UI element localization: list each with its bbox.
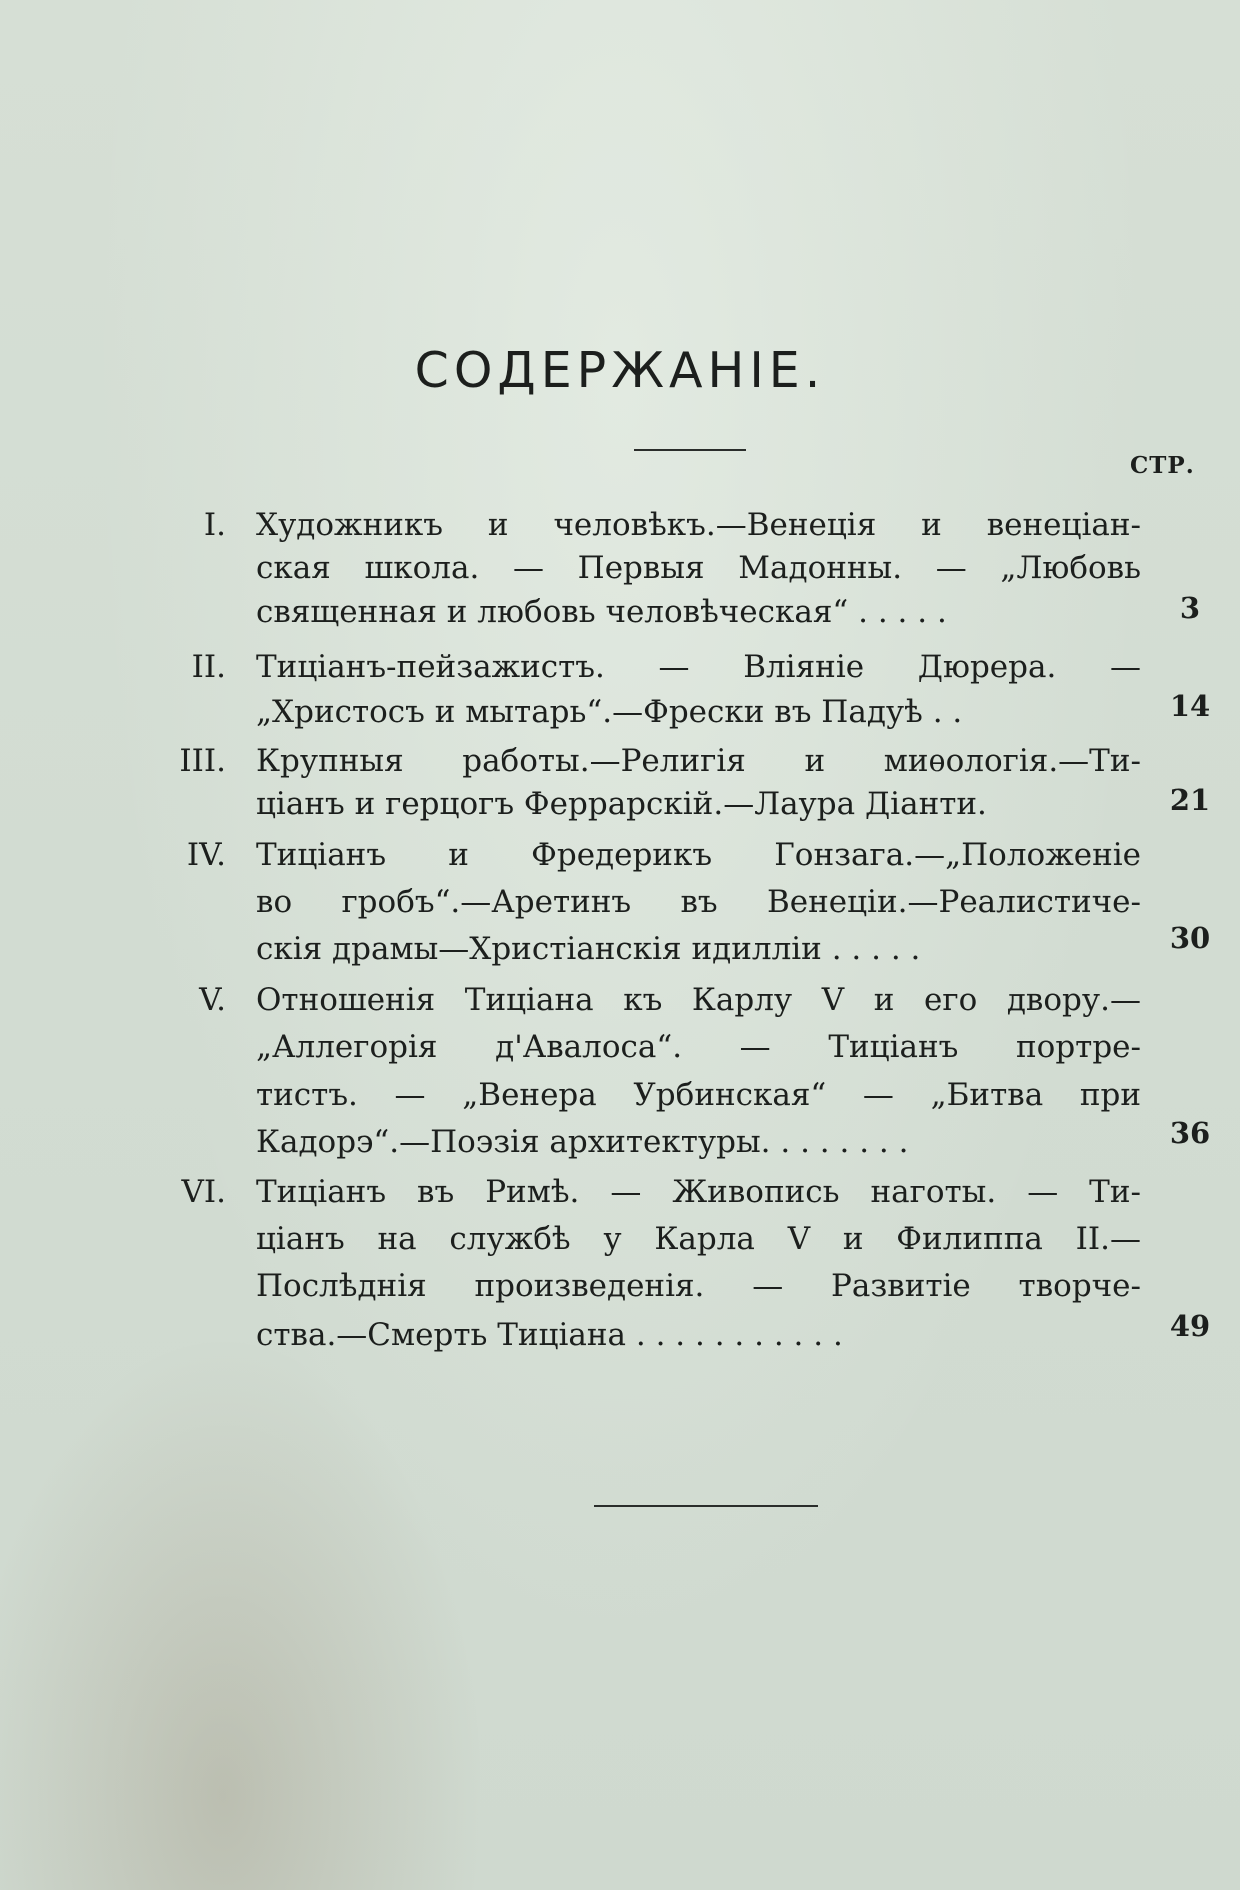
entry-line: Послѣднія произведенія. — Развитіе творче- [256,1268,1141,1304]
entry-line: тистъ. — „Венера Урбинская“ — „Битва при [256,1077,1141,1113]
page-column-label: СТР. [1130,452,1195,479]
chapter-numeral: IV. [186,837,226,873]
entry-line: „Христосъ и мытарь“.—Фрески въ Падуѣ . . [256,694,963,730]
chapter-numeral: III. [179,743,226,779]
page-number: 3 [1179,591,1201,625]
page-number: 21 [1169,783,1211,817]
entry-line: Тиціанъ-пейзажистъ. — Вліяніе Дюрера. — [256,649,1141,685]
entry-line: во гробъ“.—Аретинъ въ Венеціи.—Реалистиче- [256,884,1141,920]
closing-rule [594,1505,818,1507]
entry-line: священная и любовь человѣческая“ . . . . . [256,594,947,630]
page-title: СОДЕРЖАНІЕ. [414,342,826,399]
page-number: 49 [1169,1309,1211,1343]
entry-line: Тиціанъ и Фредерикъ Гонзага.—„Положеніе [256,837,1141,873]
entry-line: Крупныя работы.—Религія и миѳологія.—Ти- [256,743,1141,779]
page-number: 14 [1169,689,1211,723]
chapter-numeral: VI. [181,1174,226,1210]
entry-line: „Аллегорія д'Авалоса“. — Тиціанъ портре- [256,1029,1141,1065]
entry-line: Отношенія Тиціана къ Карлу V и его двору.— [256,982,1141,1018]
chapter-numeral: II. [191,649,226,685]
chapter-numeral: V. [199,982,226,1018]
entry-line: Кадорэ“.—Поэзія архитектуры. . . . . . . . [256,1124,909,1160]
entry-line: ціанъ и герцогъ Феррарскій.—Лаура Діанти. [256,786,987,822]
entry-line: ства.—Смерть Тиціана . . . . . . . . . . . [256,1317,843,1353]
entry-line: скія драмы—Христіанскія идилліи . . . . . [256,931,921,967]
page-number: 30 [1169,921,1211,955]
page-number: 36 [1169,1116,1211,1150]
entry-line: ціанъ на службѣ у Карла V и Филиппа II.— [256,1221,1141,1257]
entry-line: Художникъ и человѣкъ.—Венеція и венеціан- [256,507,1141,543]
chapter-numeral: I. [203,507,226,543]
entry-line: Тиціанъ въ Римѣ. — Живопись наготы. — Ти- [256,1174,1141,1210]
entry-line: ская школа. — Первыя Мадонны. — „Любовь [256,550,1141,586]
